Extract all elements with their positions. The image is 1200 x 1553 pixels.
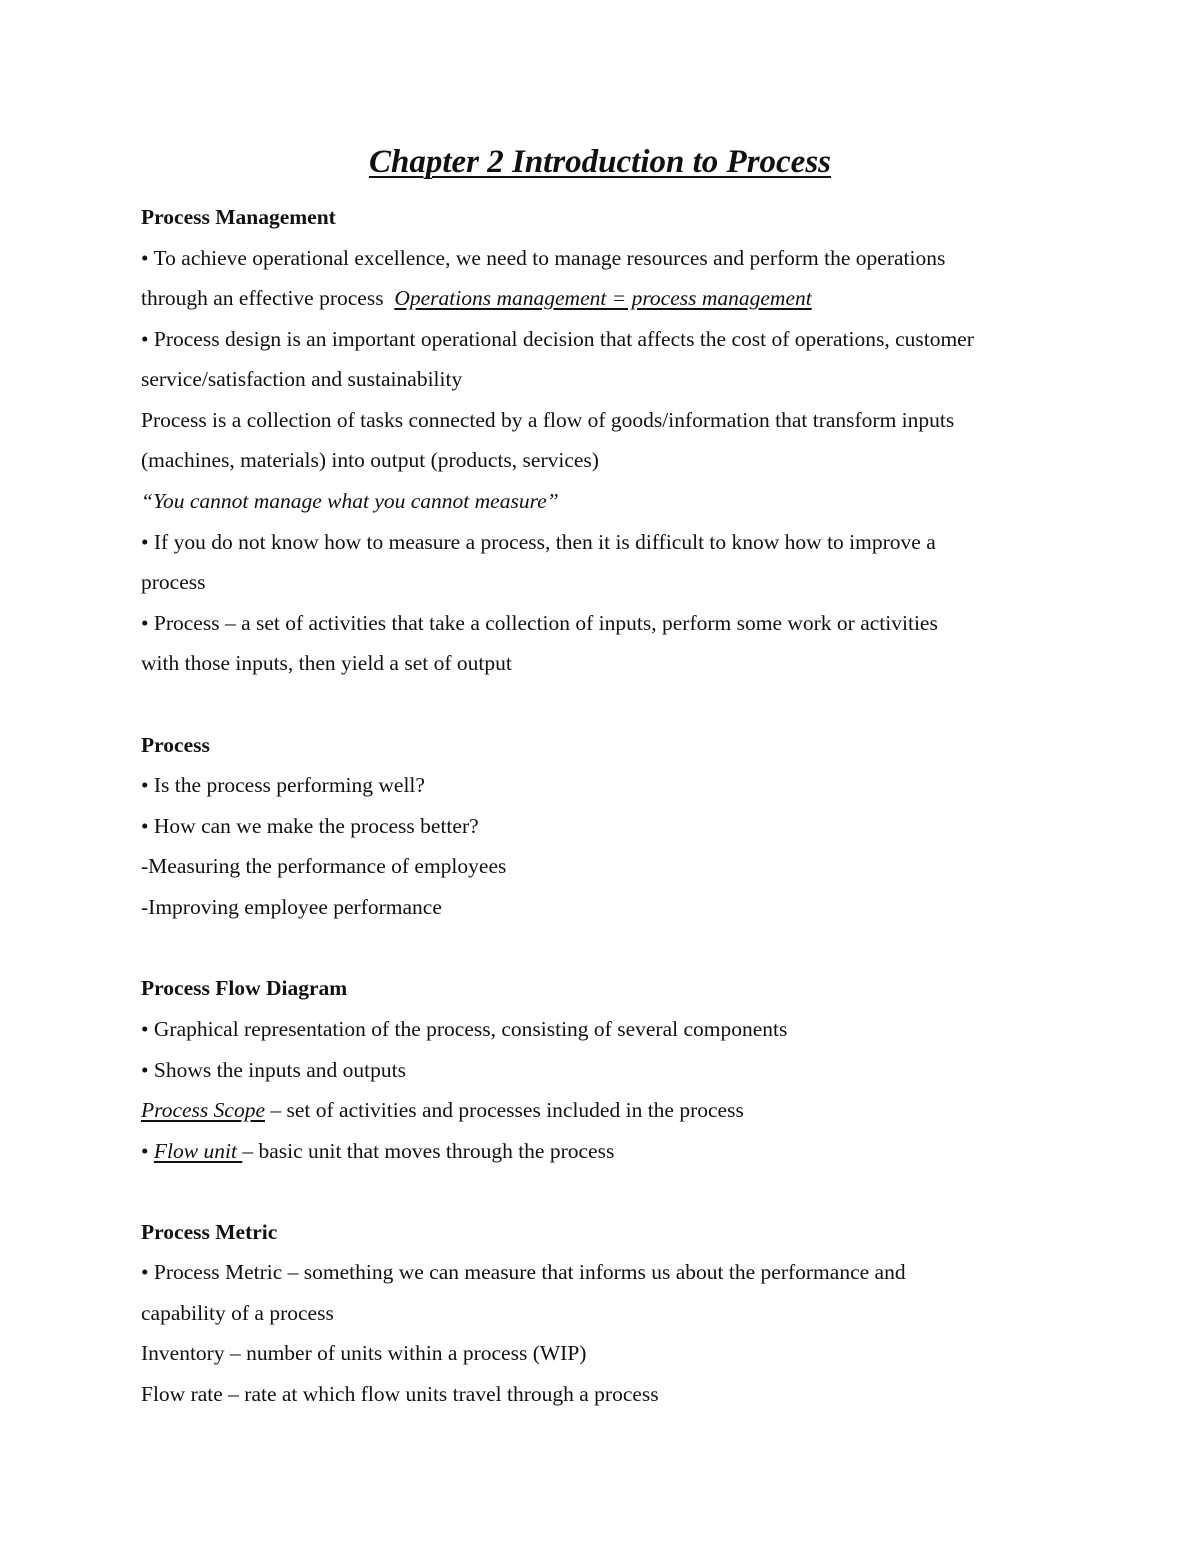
bullet: • (141, 1139, 154, 1163)
paragraph-line: process (141, 570, 206, 594)
paragraph-line: with those inputs, then yield a set of output (141, 651, 512, 675)
paragraph-line (141, 1136, 614, 1166)
term-process-scope: Process Scope (141, 1098, 265, 1122)
paragraph-line: • Graphical representation of the process, consisting of several components (141, 1017, 788, 1041)
paragraph-line: (machines, materials) into output (products, services) (141, 448, 599, 472)
paragraph-line: • Process – a set of activities that take a collection of inputs, perform some work or activities (141, 611, 938, 635)
section-heading-process-metric: Process Metric (141, 1220, 278, 1244)
paragraph-line: • Process Metric – something we can measure that informs us about the performance and (141, 1260, 906, 1284)
paragraph-line: Flow rate – rate at which flow units travel through a process (141, 1382, 659, 1406)
page-title: Chapter 2 Introduction to Process (368, 144, 832, 180)
paragraph-line: Inventory – number of units within a process (WIP) (141, 1341, 587, 1365)
paragraph-text: – basic unit that moves through the process (242, 1139, 615, 1163)
quote-line: “You cannot manage what you cannot measure” (141, 489, 559, 513)
paragraph-line: capability of a process (141, 1301, 334, 1325)
emphasis-text: Operations management = process management (394, 286, 812, 310)
paragraph-text: – set of activities and processes included in the process (264, 1098, 744, 1122)
paragraph-line: • To achieve operational excellence, we need to manage resources and perform the operations (141, 246, 946, 270)
paragraph-line: Process is a collection of tasks connected by a flow of goods/information that transform inputs (141, 408, 955, 432)
paragraph-line: • Shows the inputs and outputs (141, 1058, 406, 1082)
paragraph-line: • How can we make the process better? (141, 814, 479, 838)
paragraph-line: -Improving employee performance (141, 895, 442, 919)
paragraph-line (141, 1095, 744, 1125)
section-heading-process: Process (141, 733, 210, 757)
paragraph-line: • If you do not know how to measure a process, then it is difficult to know how to improve a (141, 530, 936, 554)
paragraph-text: through an effective process (141, 286, 384, 310)
term-flow-unit: Flow unit (153, 1139, 243, 1163)
section-heading-process-management: Process Management (141, 205, 336, 229)
paragraph-line: service/satisfaction and sustainability (141, 367, 463, 391)
paragraph-line: • Is the process performing well? (141, 773, 425, 797)
paragraph-line: -Measuring the performance of employees (141, 854, 507, 878)
paragraph-line: • Process design is an important operational decision that affects the cost of operations, customer (141, 327, 974, 351)
paragraph-line (141, 283, 812, 313)
section-heading-process-flow-diagram: Process Flow Diagram (141, 976, 348, 1000)
